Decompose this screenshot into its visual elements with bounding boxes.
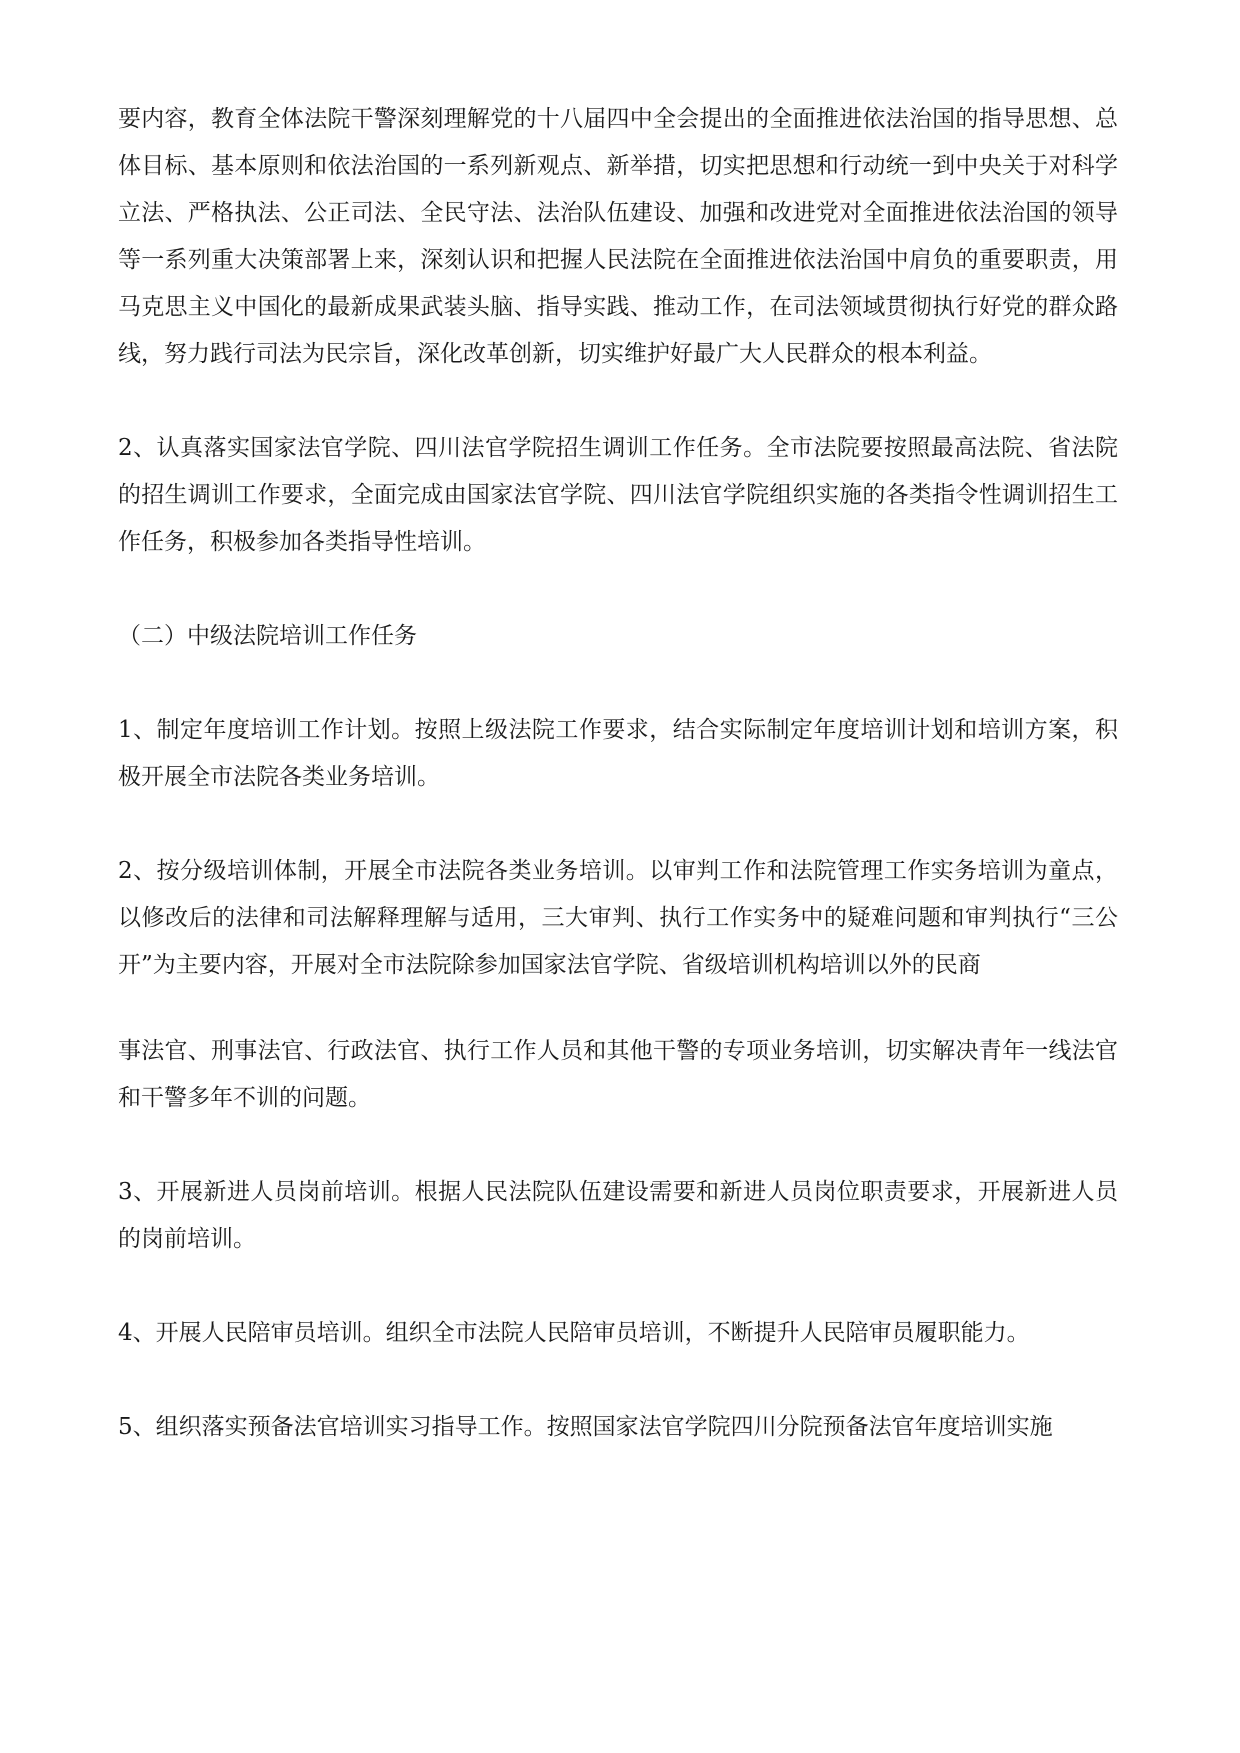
paragraph-item-2-continuation: 事法官、刑事法官、行政法官、执行工作人员和其他干警的专项业务培训，切实解决青年一线法官和干警多年不训的问题。: [118, 1038, 1118, 1111]
paragraph-item-3-new-staff: 3、开展新进人员岗前培训。根据人民法院队伍建设需要和新进人员岗位职责要求，开展新进人员的岗前培训。: [118, 1179, 1118, 1252]
section-heading-intermediate-court: （二）中级法院培训工作任务: [118, 623, 417, 649]
paragraph-item-4-jurors: 4、开展人民陪审员培训。组织全市法院人民陪审员培训，不断提升人民陪审员履职能力。: [118, 1320, 1030, 1346]
paragraph-item-1-annual-plan: 1、制定年度培训工作计划。按照上级法院工作要求，结合实际制定年度培训计划和培训方案，积极开展全市法院各类业务培训。: [118, 717, 1118, 790]
paragraph-item-5-reserve-judges: 5、组织落实预备法官培训实习指导工作。按照国家法官学院四川分院预备法官年度培训实施: [118, 1414, 1053, 1440]
paragraph-continuation: 要内容，教育全体法院干警深刻理解党的十八届四中全会提出的全面推进依法治国的指导思想、总体目标、基本原则和依法治国的一系列新观点、新举措，切实把思想和行动统一到中央关于对科学立法、严格执法、公正司法、全民守法、法治队伍建设、加强和改进党对全面推进依法治国的领导等一系列重大决策部署上来，深刻认识和把握人民法院在全面推进依法治国中肩负的重要职责，用马克思主义中国化的最新成果武装头脑、指导实践、推动工作，在司法领域贯彻执行好党的群众路线，努力践行司法为民宗旨，深化改革创新，切实维护好最广大人民群众的根本利益。: [118, 106, 1118, 367]
paragraph-item-2-tiered-training: 2、按分级培训体制，开展全市法院各类业务培训。以审判工作和法院管理工作实务培训为童点，以修改后的法律和司法解释理解与适用，三大审判、执行工作实务中的疑难问题和审判执行“三公开”为主要内容，开展对全市法院除参加国家法官学院、省级培训机构培训以外的民商: [118, 858, 1118, 978]
paragraph-item-2-enrollment: 2、认真落实国家法官学院、四川法官学院招生调训工作任务。全市法院要按照最高法院、省法院的招生调训工作要求，全面完成由国家法官学院、四川法官学院组织实施的各类指令性调训招生工作任务，积极参加各类指导性培训。: [118, 435, 1118, 555]
document-body: [118, 96, 1118, 1498]
